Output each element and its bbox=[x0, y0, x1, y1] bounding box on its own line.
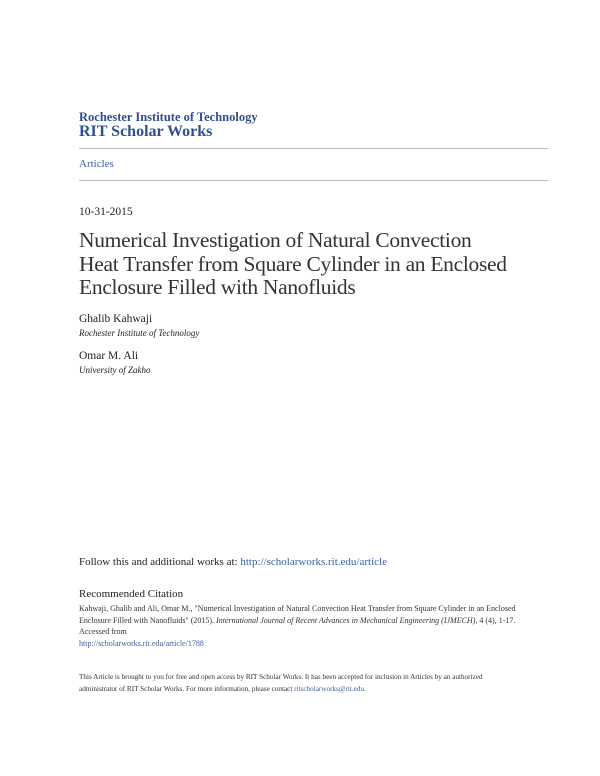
footer-text: This Article is brought to you for free and open access by RIT Scholar Works. It has been accepted for inclusion in Articles by an authorized administrator of RIT Scholar Works. For more information, please contact bbox=[79, 673, 483, 693]
follow-line bbox=[79, 556, 387, 568]
section-divider bbox=[79, 180, 548, 181]
section-link-articles[interactable]: Articles bbox=[79, 158, 114, 170]
title-line: Numerical Investigation of Natural Convection bbox=[79, 228, 472, 252]
citation-tail: , 4 (4), 1-17. Accessed from bbox=[79, 615, 516, 636]
footer-notice bbox=[79, 671, 519, 695]
citation-authors-title: Kahwaji, Ghalib and Ali, Omar M., "Numerical Investigation of Natural Convection Heat Transfer from Square Cylinder in an Enclosed Enclosure Filled with Nanofluids" (2015). bbox=[79, 604, 516, 625]
title-line: Heat Transfer from Square Cylinder in an Enclosed bbox=[79, 251, 507, 276]
paper-title bbox=[79, 229, 549, 300]
follow-link[interactable]: http://scholarworks.rit.edu/article bbox=[240, 556, 387, 568]
footer-end: . bbox=[364, 685, 366, 693]
author-affiliation: Rochester Institute of Technology bbox=[79, 328, 200, 338]
repository-name[interactable]: RIT Scholar Works bbox=[79, 123, 213, 140]
publication-date: 10-31-2015 bbox=[79, 206, 133, 218]
citation-text bbox=[79, 603, 519, 649]
follow-text: Follow this and additional works at: bbox=[79, 556, 238, 568]
citation-link[interactable]: http://scholarworks.rit.edu/article/1788 bbox=[79, 638, 204, 648]
header-divider bbox=[79, 148, 548, 149]
contact-email-link[interactable]: ritscholarworks@rit.edu bbox=[294, 685, 365, 693]
author-name: Omar M. Ali bbox=[79, 350, 139, 362]
citation-journal: International Journal of Recent Advances in Mechanical Engineering (IJMECH) bbox=[216, 615, 476, 625]
citation-heading: Recommended Citation bbox=[79, 588, 184, 600]
author-affiliation: University of Zakho bbox=[79, 365, 151, 375]
institution-name: Rochester Institute of Technology bbox=[79, 110, 258, 124]
author-name: Ghalib Kahwaji bbox=[79, 313, 153, 325]
title-line: Enclosure Filled with Nanofluids bbox=[79, 275, 356, 299]
